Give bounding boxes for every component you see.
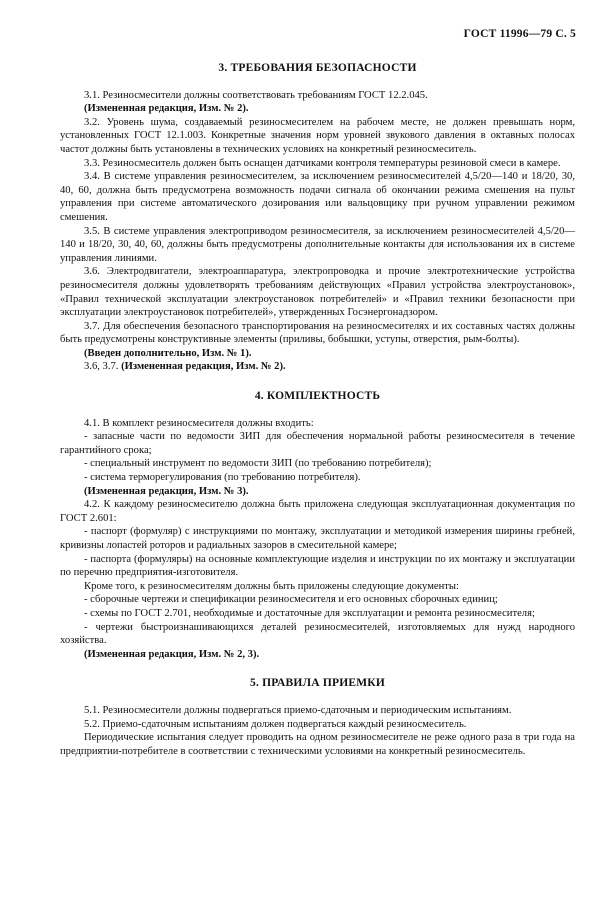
section-5-title: 5. ПРАВИЛА ПРИЕМКИ [250, 677, 385, 690]
paragraph-3-1: 3.1. Резиносмесители должны соответствовать требованиям ГОСТ 12.2.045. [84, 89, 428, 101]
paragraph-5-2: 5.2. Приемо-сдаточным испытаниям должен подвергаться каждый резиносмеситель. [84, 718, 467, 730]
paragraph-5-1: 5.1. Резиносмесители должны подвергаться приемо-сдаточным и периодическим испытаниям. [84, 704, 512, 716]
paragraph-4-1: 4.1. В комплект резиносмесителя должны входить: [84, 417, 314, 429]
paragraph-4-2: 4.2. К каждому резиносмесителю должна быть приложена следующая эксплуатационная документация по ГОСТ 2.601: [60, 499, 575, 524]
paragraph-3-5: 3.5. В системе управления электроприводом резиносмесителя, за исключением резиносмесителей 4,5/20—140 и 18/20, 30, 40, 60, должны быть предусмотрены дополнительные контакты для использования их в системе управления линиями. [60, 225, 575, 264]
list-item: - специальный инструмент по ведомости ЗИП (по требованию потребителя); [84, 458, 432, 470]
amendment-note: (Введен дополнительно, Изм. № 1). [84, 347, 252, 359]
section-4-title: 4. КОМПЛЕКТНОСТЬ [254, 390, 381, 403]
amendment-text: (Измененная редакция, Изм. № 2). [121, 361, 286, 373]
list-item: - паспорт (формуляр) с инструкциями по монтажу, эксплуатации и методикой измерения ширины гребней, кривизны лопастей роторов и радиальных зазоров в смесительной камере; [60, 526, 575, 551]
list-item: - сборочные чертежи и спецификации резиносмесителя и его основных сборочных единиц; [84, 594, 498, 606]
paragraph-3-6: 3.6. Электродвигатели, электроаппаратура, электропроводка и прочие электротехнические устройства резиносмесителя должны удовлетворять требованиям действующих «Правил устройства электроустановок», «Правил технической эксплуатации электроустановок потребителей» и «Правил техники безопасности при эксплуатации электроустановок потребителей», утвержденных Госэнергонадзором. [60, 266, 575, 319]
paragraph-3-3: 3.3. Резиносмеситель должен быть оснащен датчиками контроля температуры резиновой смеси в камере. [84, 157, 561, 169]
list-item: - паспорта (формуляры) на основные комплектующие изделия и инструкции по их монтажу и эксплуатации по перечню предприятия-изготовителя. [60, 553, 575, 579]
paragraph-3-2: 3.2. Уровень шума, создаваемый резиносмесителем на рабочем месте, не должен превышать норм, установленных ГОСТ 12.1.003. Конкретные значения норм уровней звукового давления в октавных полосах частот должны быть установлены в технических условиях на конкретный резиносмеситель. [60, 116, 575, 155]
amendment-note: (Измененная редакция, Изм. № 2). [84, 103, 249, 115]
list-item: - запасные части по ведомости ЗИП для обеспечения нормальной работы резиносмесителя в течение гарантийного срока; [60, 431, 575, 456]
paragraph-periodic-tests: Периодические испытания следует проводить на одном резиносмесителе не реже одного раза в три года на предприятии-потребителе в соответствии с техническими условиями на конкретный резиносмеситель. [60, 732, 575, 757]
list-item: - схемы по ГОСТ 2.701, необходимые и достаточные для эксплуатации и ремонта резиносмесителя; [84, 607, 535, 619]
document-body [60, 58, 575, 758]
amendment-note: (Измененная редакция, Изм. № 2, 3). [84, 648, 260, 660]
amendment-note-3-6-3-7 [60, 360, 575, 374]
list-item: - чертежи быстроизнашивающихся деталей резиносмесителей, изготовляемых для нужд народного хозяйства. [60, 621, 575, 647]
list-item: - система терморегулирования (по требованию потребителя). [84, 472, 361, 484]
amendment-ref: 3.6, 3.7. [84, 361, 122, 373]
amendment-note: (Измененная редакция, Изм. № 3). [84, 485, 249, 497]
paragraph-additional-docs: Кроме того, к резиносмесителям должны быть приложены следующие документы: [84, 580, 459, 592]
paragraph-3-4: 3.4. В системе управления резиносмесителем, за исключением резиносмесителей 4,5/20—140 и 18/20, 30, 40, 60, должна быть предусмотрена возможность подачи сигнала об окончании режима смешения на пульт управления при системе автоматического дозирования или вальцовщику при ручном управлении режимом смешения. [60, 171, 575, 223]
paragraph-3-7: 3.7. Для обеспечения безопасного транспортирования на резиносмесителях и их составных частях должны быть предусмотрены конструктивные элементы (приливы, бобышки, уступы, отверстия, рым-болты). [60, 320, 575, 346]
page-header: ГОСТ 11996—79 С. 5 [463, 28, 576, 40]
section-3-title: 3. ТРЕБОВАНИЯ БЕЗОПАСНОСТИ [218, 62, 417, 74]
